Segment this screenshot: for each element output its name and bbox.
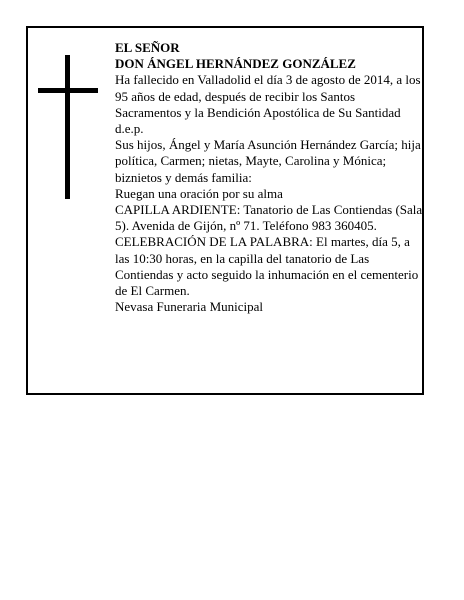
wake-location: CAPILLA ARDIENTE: Tanatorio de Las Contiendas (Sala 5). Avenida de Gijón, nº 71. Teléfono 983 360405.: [115, 202, 423, 234]
deceased-name: DON ÁNGEL HERNÁNDEZ GONZÁLEZ: [115, 56, 356, 72]
prayer-request: Ruegan una oración por su alma: [115, 185, 283, 201]
family-list: Sus hijos, Ángel y María Asunción Hernández García; hija política, Carmen; nietas, Mayte, Carolina y Mónica; biznietos y demás familia:: [115, 137, 421, 185]
obituary-notice: [26, 26, 424, 395]
cross-icon: [38, 55, 100, 199]
notice-title-line-1: EL SEÑOR: [115, 40, 180, 55]
cross-horizontal-bar: [38, 88, 98, 93]
funeral-home: Nevasa Funeraria Municipal: [115, 299, 264, 315]
notice-text: [115, 40, 423, 315]
death-announcement: Ha fallecido en Valladolid el día 3 de agosto de 2014, a los 95 años de edad, después de recibir los Santos Sacramentos y la Bendición Apostólica de Su Santidad d.e.p.: [115, 72, 421, 137]
cross-vertical-bar: [65, 55, 70, 199]
ceremony-details: CELEBRACIÓN DE LA PALABRA: El martes, día 5, a las 10:30 horas, en la capilla del tanatorio de Las Contiendas y acto seguido la inhumación en el cementerio de El Carmen.: [115, 234, 419, 299]
